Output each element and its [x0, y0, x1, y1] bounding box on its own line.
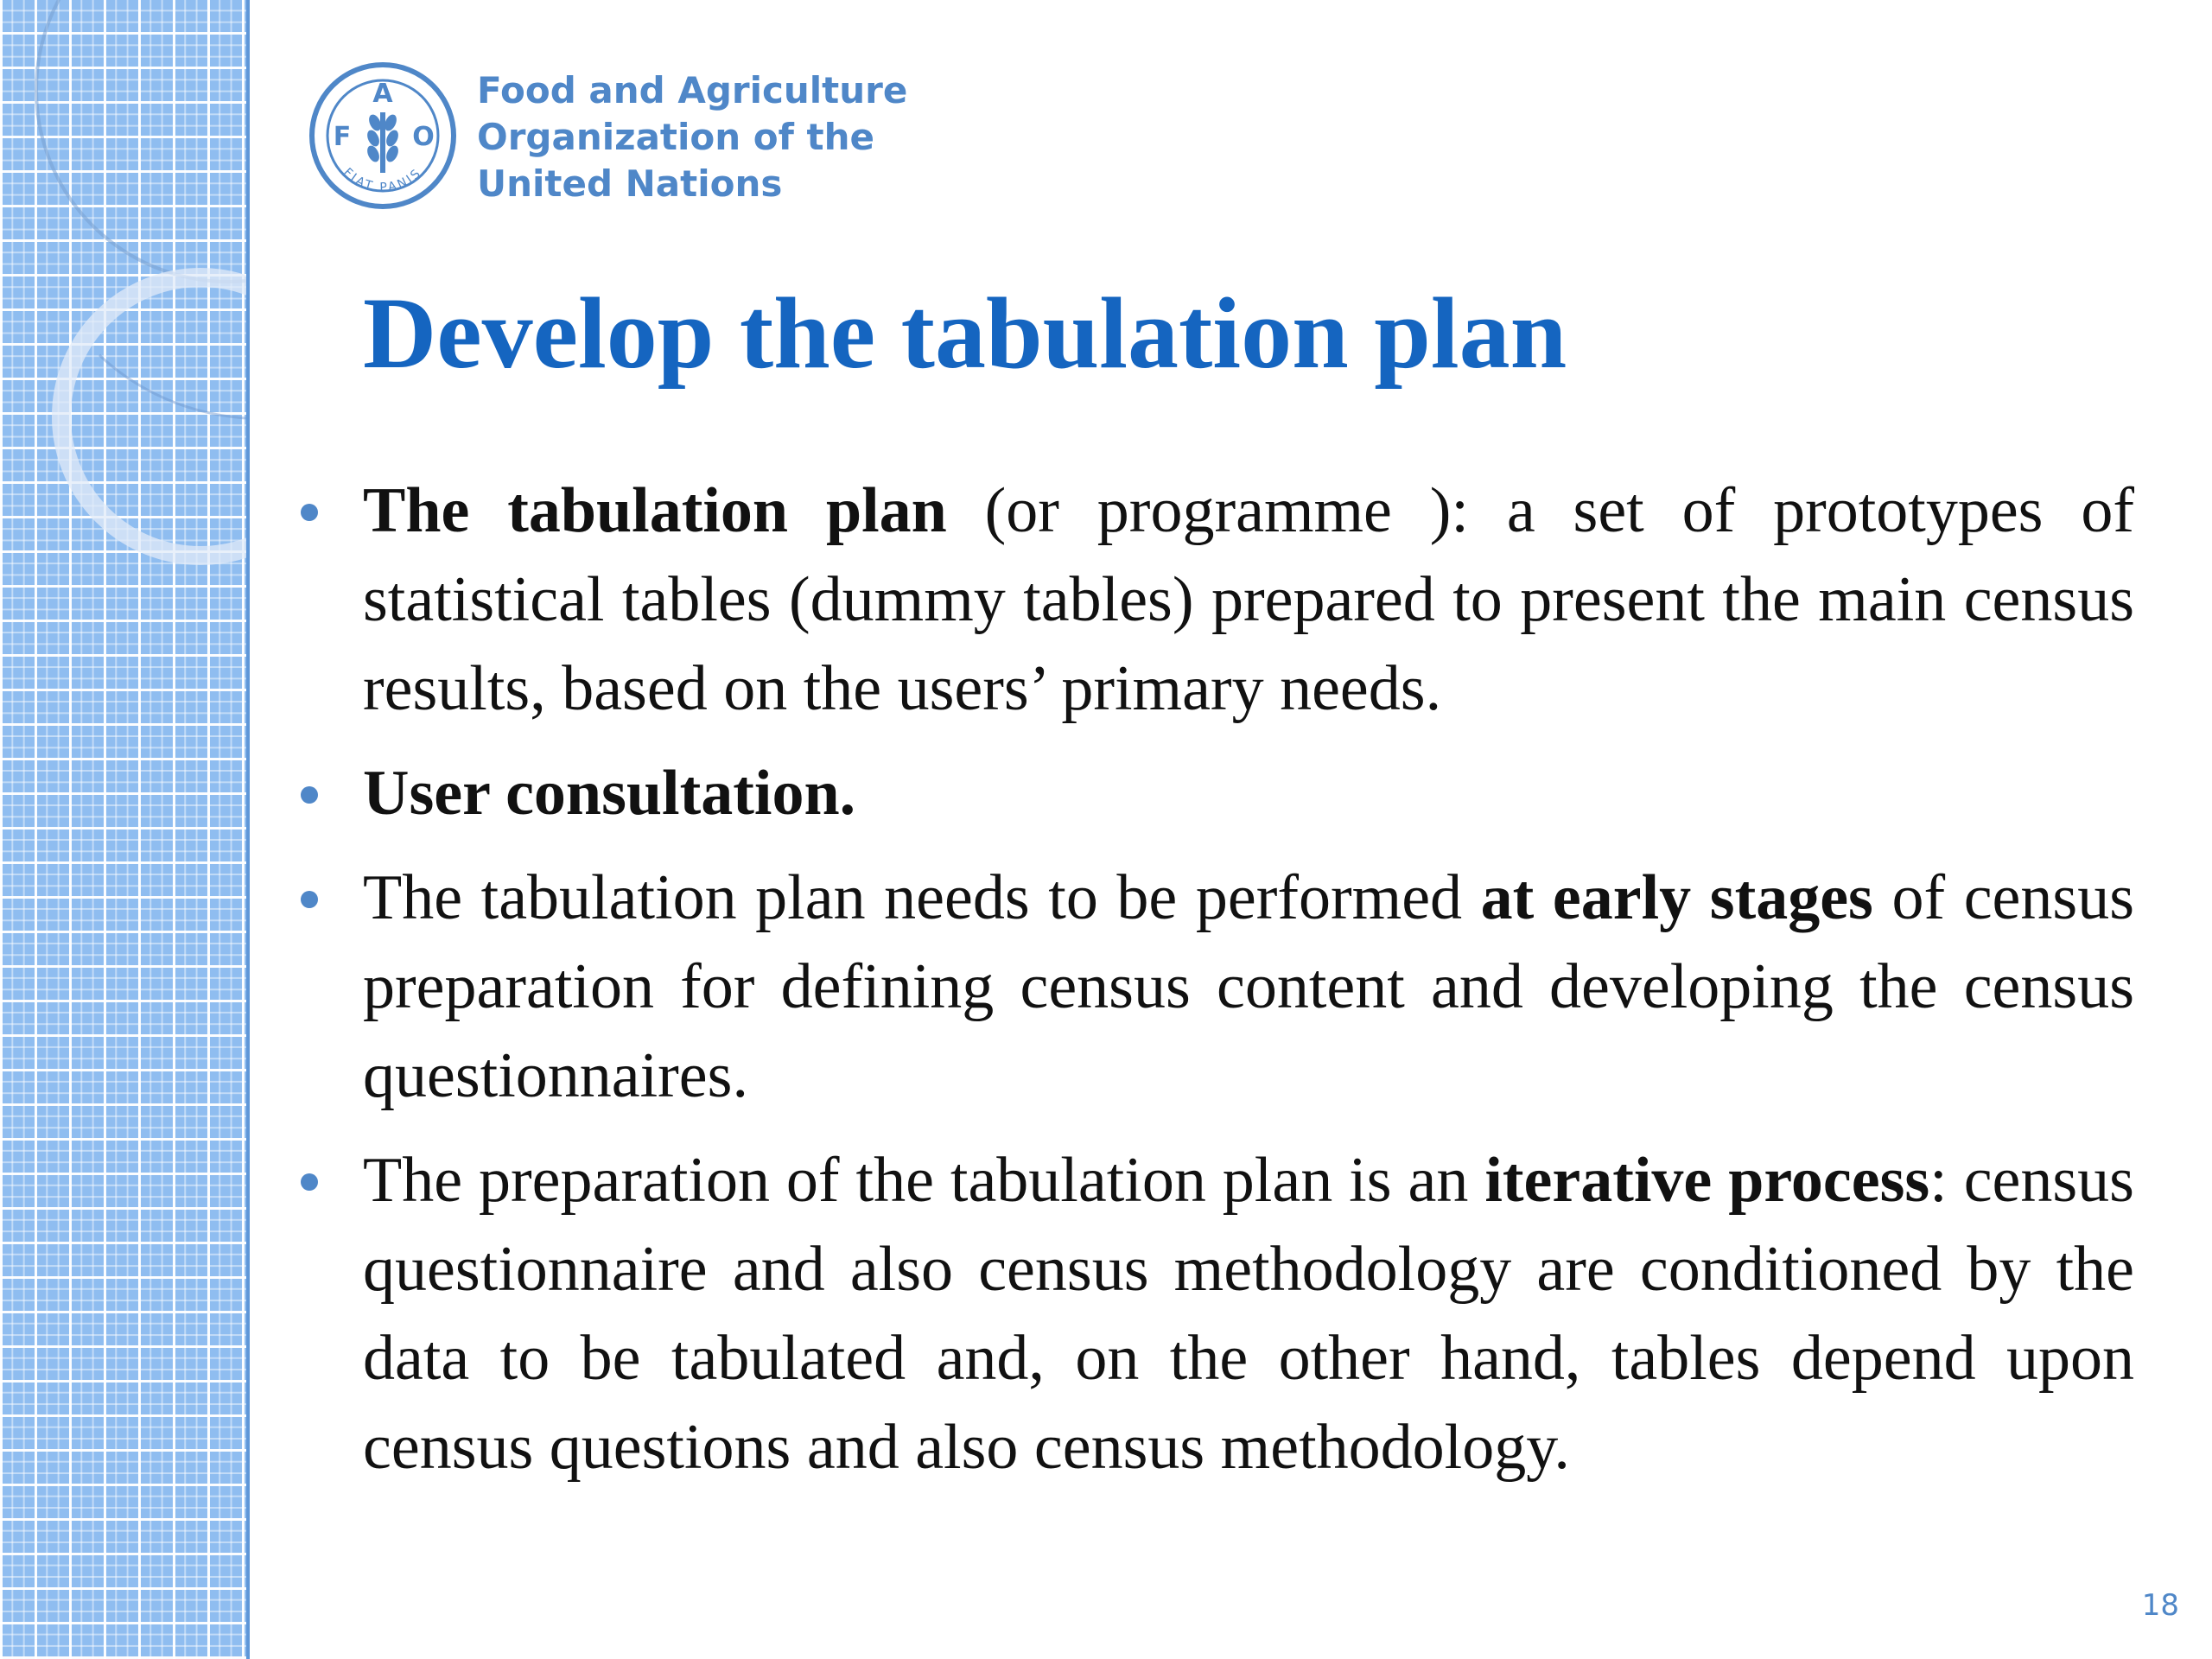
side-band-edge [246, 0, 250, 1659]
fao-logo-emblem [308, 60, 458, 211]
bullet-item [363, 1136, 2134, 1492]
decorative-side-band [0, 0, 246, 1659]
bullet-list [363, 467, 2134, 1508]
slide-title: Develop the tabulation plan [363, 276, 1567, 390]
org-name-line: United Nations [477, 162, 783, 205]
bullet-text: of census preparation for defining census content and developing the census questionnaires. [363, 862, 2134, 1111]
wheat-ear-icon [365, 112, 400, 173]
emblem-motto: FIAT PANIS [340, 165, 425, 195]
emblem-letter-o: O [412, 122, 435, 152]
bullet-text: (or programme ): a set of prototypes of statistical tables (dummy tables) prepared to present the main census results, based on the users’ primary needs. [363, 475, 2134, 724]
bullet-item [363, 749, 2134, 838]
emblem-letter-a: A [372, 79, 393, 109]
emblem-letter-f: F [333, 122, 352, 152]
bullet-item [363, 854, 2134, 1121]
org-name-line: Food and Agriculture [477, 69, 908, 111]
bullet-bold-text: at early stages [1480, 862, 1873, 933]
bullet-bold-text: User consultation. [363, 758, 856, 829]
organization-name [477, 67, 907, 207]
bullet-bold-text: iterative process [1484, 1145, 1930, 1216]
org-name-line: Organization of the [477, 116, 874, 158]
bullet-text: The tabulation plan needs to be performed [363, 862, 1481, 933]
bullet-bold-text: The tabulation plan [363, 475, 947, 546]
bullet-item [363, 467, 2134, 734]
bullet-text: : census questionnaire and also census methodology are conditioned by the data to be tabulated and, on the other hand, tables depend upon census questions and also census methodology. [363, 1145, 2134, 1483]
bullet-text: The preparation of the tabulation plan is an [363, 1145, 1485, 1216]
page-number: 18 [2141, 1588, 2179, 1623]
